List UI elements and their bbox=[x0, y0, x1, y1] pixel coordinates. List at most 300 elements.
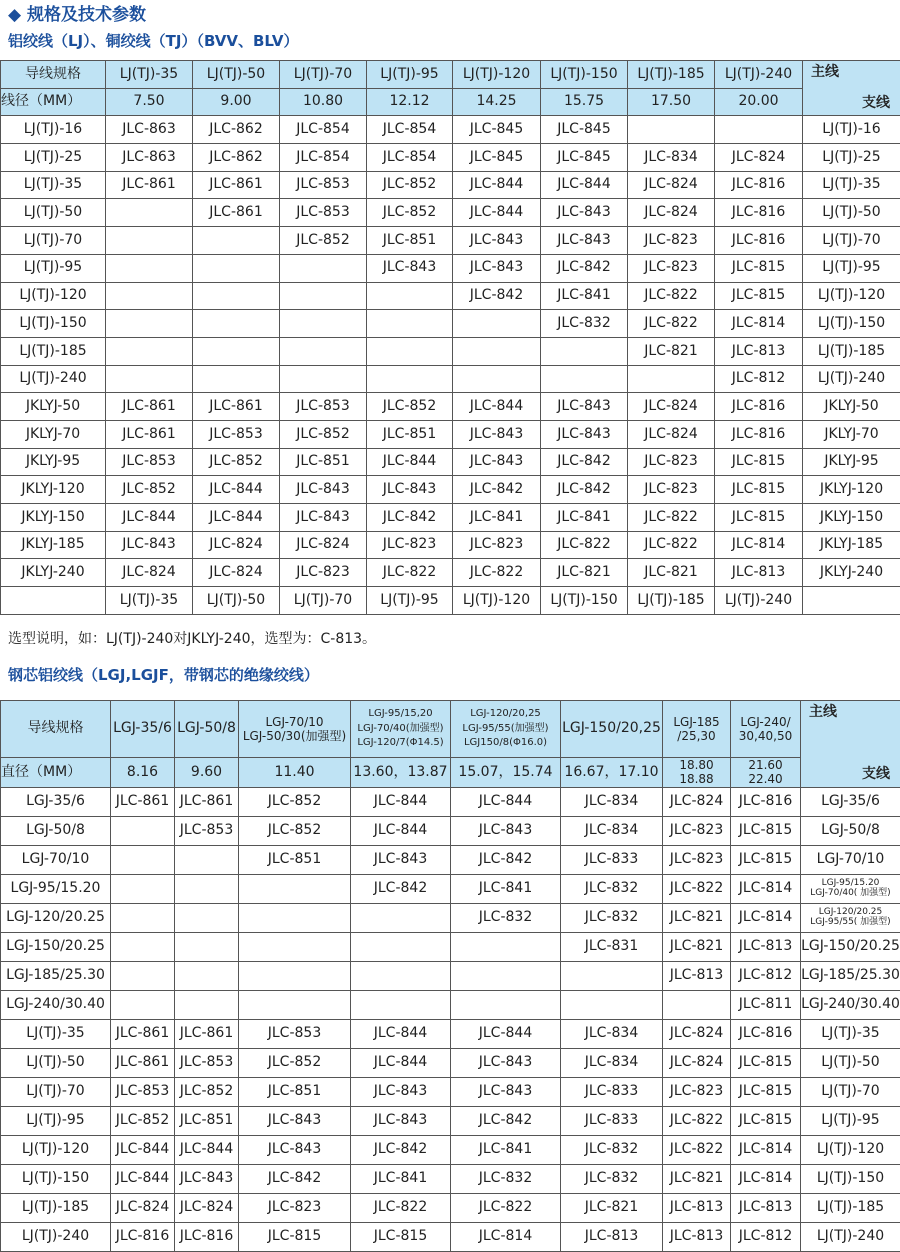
row-label: LJ(TJ)-120 bbox=[1, 282, 106, 310]
connector-model-cell: JLC-843 bbox=[175, 1164, 239, 1193]
connector-model-cell: JLC-843 bbox=[541, 420, 628, 448]
connector-model-cell: JLC-843 bbox=[453, 420, 541, 448]
connector-model-cell: JLC-833 bbox=[561, 845, 663, 874]
connector-model-cell: JLC-824 bbox=[663, 1019, 731, 1048]
row-label: LJ(TJ)-150 bbox=[1, 1164, 111, 1193]
connector-model-cell: JLC-852 bbox=[193, 448, 280, 476]
connector-model-cell: JLC-832 bbox=[561, 1164, 663, 1193]
connector-model-cell bbox=[175, 990, 239, 1019]
diameter-value: 8.16 bbox=[111, 758, 175, 788]
connector-model-cell: JLC-851 bbox=[239, 1077, 351, 1106]
connector-model-cell: JLC-852 bbox=[367, 199, 453, 227]
row-label: JKLYJ-240 bbox=[1, 559, 106, 587]
steel-core-aluminum-wire-table bbox=[0, 700, 900, 1252]
row-label: LJ(TJ)-70 bbox=[1, 1077, 111, 1106]
connector-model-cell: JLC-811 bbox=[731, 990, 801, 1019]
connector-model-cell: JLC-854 bbox=[367, 116, 453, 144]
connector-model-cell bbox=[175, 932, 239, 961]
connector-model-cell: JLC-816 bbox=[715, 420, 803, 448]
connector-model-cell bbox=[351, 932, 451, 961]
column-header: LJ(TJ)-240 bbox=[715, 61, 803, 89]
row-right-label bbox=[803, 587, 900, 615]
connector-model-cell: JLC-815 bbox=[351, 1222, 451, 1251]
connector-model-cell: JLC-844 bbox=[111, 1164, 175, 1193]
table-row bbox=[1, 990, 900, 1019]
row-right-label: LJ(TJ)-35 bbox=[801, 1019, 900, 1048]
connector-model-cell: JLC-851 bbox=[367, 420, 453, 448]
table-row bbox=[1, 116, 900, 144]
connector-model-cell: JLC-842 bbox=[541, 476, 628, 504]
connector-model-cell: JLC-814 bbox=[715, 531, 803, 559]
connector-model-cell: JLC-822 bbox=[628, 310, 715, 338]
connector-model-cell: JLC-832 bbox=[451, 903, 561, 932]
connector-model-cell: JLC-823 bbox=[239, 1193, 351, 1222]
row-right-label: LJ(TJ)-95 bbox=[803, 254, 900, 282]
column-header: LGJ-150/20,25 bbox=[561, 701, 663, 758]
connector-model-cell bbox=[541, 337, 628, 365]
connector-model-cell: JLC-821 bbox=[663, 932, 731, 961]
diameter-value: 16.67，17.10 bbox=[561, 758, 663, 788]
row-right-label: LJ(TJ)-150 bbox=[801, 1164, 900, 1193]
header-row bbox=[1, 61, 900, 89]
connector-model-cell: JLC-861 bbox=[111, 1048, 175, 1077]
connector-model-cell: JLC-821 bbox=[561, 1193, 663, 1222]
connector-model-cell: JLC-852 bbox=[367, 171, 453, 199]
connector-model-cell: JLC-844 bbox=[351, 816, 451, 845]
connector-model-cell: JLC-862 bbox=[193, 116, 280, 144]
row-label: JKLYJ-150 bbox=[1, 504, 106, 532]
connector-model-cell: JLC-824 bbox=[628, 420, 715, 448]
row-right-label: LGJ-95/15.20 LGJ-70/40( 加强型) bbox=[801, 874, 900, 903]
connector-model-cell: JLC-824 bbox=[628, 393, 715, 421]
connector-model-cell: LJ(TJ)-50 bbox=[193, 587, 280, 615]
table-row bbox=[1, 903, 900, 932]
connector-model-cell: JLC-844 bbox=[367, 448, 453, 476]
row-right-label: LJ(TJ)-150 bbox=[803, 310, 900, 338]
connector-model-cell: JLC-843 bbox=[280, 504, 367, 532]
connector-model-cell: JLC-843 bbox=[541, 393, 628, 421]
table-row bbox=[1, 282, 900, 310]
connector-model-cell: LJ(TJ)-150 bbox=[541, 587, 628, 615]
connector-model-cell bbox=[106, 282, 193, 310]
connector-model-cell: JLC-841 bbox=[453, 504, 541, 532]
diameter-row bbox=[1, 758, 900, 788]
table-row bbox=[1, 1019, 900, 1048]
connector-model-cell bbox=[451, 990, 561, 1019]
connector-model-cell: JLC-822 bbox=[663, 1135, 731, 1164]
row-label: LJ(TJ)-120 bbox=[1, 1135, 111, 1164]
diameter-value: 15.07，15.74 bbox=[451, 758, 561, 788]
table-row bbox=[1, 171, 900, 199]
connector-model-cell: JLC-815 bbox=[715, 504, 803, 532]
connector-model-cell: JLC-831 bbox=[561, 932, 663, 961]
connector-model-cell: JLC-823 bbox=[628, 448, 715, 476]
row-right-label: LJ(TJ)-16 bbox=[803, 116, 900, 144]
connector-model-cell: JLC-824 bbox=[111, 1193, 175, 1222]
table-row bbox=[1, 337, 900, 365]
connector-model-cell bbox=[111, 961, 175, 990]
connector-model-cell: JLC-852 bbox=[239, 816, 351, 845]
row-label: JKLYJ-185 bbox=[1, 531, 106, 559]
connector-model-cell: LJ(TJ)-185 bbox=[628, 587, 715, 615]
connector-model-cell: JLC-851 bbox=[280, 448, 367, 476]
connector-model-cell: JLC-815 bbox=[715, 448, 803, 476]
connector-model-cell: JLC-853 bbox=[280, 171, 367, 199]
row-right-label: LJ(TJ)-95 bbox=[801, 1106, 900, 1135]
connector-model-cell: JLC-844 bbox=[351, 1019, 451, 1048]
connector-model-cell: JLC-823 bbox=[628, 254, 715, 282]
connector-model-cell: JLC-861 bbox=[106, 420, 193, 448]
connector-model-cell: JLC-843 bbox=[351, 1077, 451, 1106]
connector-model-cell: JLC-861 bbox=[106, 393, 193, 421]
header-label-cell: 导线规格 bbox=[1, 701, 111, 758]
connector-model-cell: JLC-813 bbox=[663, 1222, 731, 1251]
main-branch-diagonal-cell bbox=[801, 701, 900, 788]
table-row bbox=[1, 393, 900, 421]
connector-model-cell: JLC-843 bbox=[239, 1135, 351, 1164]
connector-model-cell: JLC-833 bbox=[561, 1106, 663, 1135]
connector-model-cell: JLC-816 bbox=[175, 1222, 239, 1251]
connector-model-cell bbox=[280, 254, 367, 282]
diameter-value: 12.12 bbox=[367, 88, 453, 116]
table-row bbox=[1, 961, 900, 990]
connector-model-cell: JLC-843 bbox=[280, 476, 367, 504]
connector-model-cell bbox=[239, 874, 351, 903]
connector-model-cell: JLC-842 bbox=[451, 845, 561, 874]
row-right-label: LJ(TJ)-240 bbox=[801, 1222, 900, 1251]
row-label: JKLYJ-50 bbox=[1, 393, 106, 421]
row-right-label: LGJ-50/8 bbox=[801, 816, 900, 845]
connector-model-cell: JLC-842 bbox=[351, 1135, 451, 1164]
connector-model-cell: JLC-834 bbox=[561, 1048, 663, 1077]
row-label: LJ(TJ)-240 bbox=[1, 365, 106, 393]
row-right-label: LGJ-185/25.30 bbox=[801, 961, 900, 990]
row-right-label: JKLYJ-150 bbox=[803, 504, 900, 532]
connector-model-cell: LJ(TJ)-70 bbox=[280, 587, 367, 615]
connector-model-cell: JLC-815 bbox=[731, 1077, 801, 1106]
row-label: LGJ-70/10 bbox=[1, 845, 111, 874]
connector-model-cell: JLC-824 bbox=[715, 144, 803, 172]
connector-model-cell: JLC-814 bbox=[731, 1164, 801, 1193]
row-label: LJ(TJ)-95 bbox=[1, 254, 106, 282]
connector-model-cell: JLC-816 bbox=[731, 787, 801, 816]
connector-model-cell: JLC-842 bbox=[541, 254, 628, 282]
connector-model-cell: JLC-854 bbox=[280, 116, 367, 144]
connector-model-cell: JLC-813 bbox=[663, 961, 731, 990]
diameter-value: 7.50 bbox=[106, 88, 193, 116]
connector-model-cell bbox=[193, 254, 280, 282]
table-row bbox=[1, 448, 900, 476]
connector-model-cell bbox=[453, 337, 541, 365]
connector-model-cell: JLC-853 bbox=[193, 420, 280, 448]
connector-model-cell: JLC-823 bbox=[663, 1077, 731, 1106]
diameter-label-cell: 线径（MM） bbox=[1, 88, 106, 116]
connector-model-cell: JLC-844 bbox=[106, 504, 193, 532]
connector-model-cell: JLC-861 bbox=[193, 171, 280, 199]
main-line-label: 主线 bbox=[811, 64, 839, 80]
table-row bbox=[1, 559, 900, 587]
connector-model-cell bbox=[280, 337, 367, 365]
connector-model-cell: JLC-815 bbox=[731, 1048, 801, 1077]
connector-model-cell: JLC-815 bbox=[731, 845, 801, 874]
connector-model-cell: JLC-844 bbox=[453, 171, 541, 199]
row-right-label: LGJ-150/20.25 bbox=[801, 932, 900, 961]
connector-model-cell: JLC-821 bbox=[663, 903, 731, 932]
main-branch-diagonal-cell bbox=[803, 61, 900, 116]
connector-model-cell: JLC-853 bbox=[280, 393, 367, 421]
connector-model-cell: JLC-813 bbox=[561, 1222, 663, 1251]
connector-model-cell bbox=[367, 310, 453, 338]
connector-model-cell: JLC-852 bbox=[239, 787, 351, 816]
table-row bbox=[1, 874, 900, 903]
connector-model-cell bbox=[367, 282, 453, 310]
connector-model-cell: JLC-841 bbox=[541, 282, 628, 310]
row-label: LJ(TJ)-35 bbox=[1, 1019, 111, 1048]
column-header: LGJ-50/8 bbox=[175, 701, 239, 758]
row-label: LGJ-120/20.25 bbox=[1, 903, 111, 932]
connector-model-cell: JLC-854 bbox=[280, 144, 367, 172]
connector-model-cell bbox=[193, 365, 280, 393]
connector-model-cell: JLC-822 bbox=[451, 1193, 561, 1222]
connector-model-cell: JLC-813 bbox=[731, 1193, 801, 1222]
connector-model-cell: JLC-815 bbox=[239, 1222, 351, 1251]
diameter-value: 11.40 bbox=[239, 758, 351, 788]
connector-model-cell: JLC-843 bbox=[453, 254, 541, 282]
connector-model-cell: JLC-844 bbox=[453, 393, 541, 421]
connector-model-cell: JLC-832 bbox=[451, 1164, 561, 1193]
table-row bbox=[1, 420, 900, 448]
connector-model-cell bbox=[715, 116, 803, 144]
connector-model-cell: JLC-861 bbox=[106, 171, 193, 199]
page-heading: ◆ 规格及技术参数 bbox=[8, 5, 146, 25]
row-right-label: LJ(TJ)-185 bbox=[801, 1193, 900, 1222]
connector-model-cell: JLC-816 bbox=[715, 171, 803, 199]
connector-model-cell: JLC-842 bbox=[451, 1106, 561, 1135]
connector-model-cell: JLC-824 bbox=[175, 1193, 239, 1222]
diameter-value: 14.25 bbox=[453, 88, 541, 116]
connector-model-cell: JLC-844 bbox=[111, 1135, 175, 1164]
connector-model-cell: JLC-822 bbox=[628, 531, 715, 559]
connector-model-cell: JLC-824 bbox=[193, 559, 280, 587]
row-label: JKLYJ-120 bbox=[1, 476, 106, 504]
connector-model-cell: JLC-842 bbox=[367, 504, 453, 532]
connector-model-cell: JLC-844 bbox=[453, 199, 541, 227]
connector-model-cell: JLC-844 bbox=[451, 787, 561, 816]
connector-model-cell: JLC-843 bbox=[351, 1106, 451, 1135]
row-label: LJ(TJ)-70 bbox=[1, 227, 106, 255]
connector-model-cell: JLC-861 bbox=[111, 1019, 175, 1048]
connector-model-cell: JLC-843 bbox=[367, 476, 453, 504]
connector-model-cell: JLC-841 bbox=[451, 874, 561, 903]
table-row bbox=[1, 476, 900, 504]
connector-model-cell: JLC-841 bbox=[351, 1164, 451, 1193]
connector-model-cell: JLC-842 bbox=[541, 448, 628, 476]
table-row bbox=[1, 1077, 900, 1106]
row-label: LJ(TJ)-185 bbox=[1, 337, 106, 365]
connector-model-cell: JLC-832 bbox=[541, 310, 628, 338]
connector-model-cell: JLC-844 bbox=[351, 1048, 451, 1077]
diameter-value: 20.00 bbox=[715, 88, 803, 116]
column-header: LGJ-240/ 30,40,50 bbox=[731, 701, 801, 758]
connector-model-cell: LJ(TJ)-120 bbox=[453, 587, 541, 615]
row-right-label: LJ(TJ)-185 bbox=[803, 337, 900, 365]
connector-model-cell: JLC-824 bbox=[663, 787, 731, 816]
table-row bbox=[1, 199, 900, 227]
row-label: LGJ-35/6 bbox=[1, 787, 111, 816]
connector-model-cell: JLC-861 bbox=[111, 787, 175, 816]
connector-model-cell bbox=[106, 365, 193, 393]
connector-model-cell: LJ(TJ)-240 bbox=[715, 587, 803, 615]
connector-model-cell: JLC-852 bbox=[175, 1077, 239, 1106]
connector-model-cell bbox=[175, 961, 239, 990]
connector-model-cell bbox=[280, 365, 367, 393]
connector-model-cell: JLC-824 bbox=[628, 199, 715, 227]
row-right-label: LJ(TJ)-120 bbox=[801, 1135, 900, 1164]
connector-model-cell: JLC-863 bbox=[106, 144, 193, 172]
table-row bbox=[1, 531, 900, 559]
table-row bbox=[1, 845, 900, 874]
connector-model-cell: JLC-822 bbox=[351, 1193, 451, 1222]
connector-model-cell: JLC-851 bbox=[175, 1106, 239, 1135]
row-right-label: JKLYJ-240 bbox=[803, 559, 900, 587]
connector-model-cell: JLC-824 bbox=[280, 531, 367, 559]
connector-model-cell: JLC-822 bbox=[663, 874, 731, 903]
connector-model-cell: JLC-816 bbox=[715, 227, 803, 255]
connector-model-cell: JLC-845 bbox=[541, 144, 628, 172]
connector-model-cell: JLC-824 bbox=[628, 171, 715, 199]
diameter-value: 9.00 bbox=[193, 88, 280, 116]
connector-model-cell: JLC-815 bbox=[715, 254, 803, 282]
table-row bbox=[1, 504, 900, 532]
connector-model-cell bbox=[111, 903, 175, 932]
connector-model-cell bbox=[628, 116, 715, 144]
row-right-label: LGJ-70/10 bbox=[801, 845, 900, 874]
connector-model-cell: JLC-823 bbox=[663, 845, 731, 874]
diameter-row bbox=[1, 88, 900, 116]
row-right-label: JKLYJ-50 bbox=[803, 393, 900, 421]
connector-model-cell bbox=[453, 310, 541, 338]
column-header: LGJ-70/10 LGJ-50/30(加强型) bbox=[239, 701, 351, 758]
connector-model-cell bbox=[351, 961, 451, 990]
connector-model-cell: JLC-843 bbox=[367, 254, 453, 282]
diameter-value: 10.80 bbox=[280, 88, 367, 116]
connector-model-cell: JLC-842 bbox=[351, 874, 451, 903]
row-right-label: LGJ-240/30.40 bbox=[801, 990, 900, 1019]
diameter-label-cell: 直径（MM） bbox=[1, 758, 111, 788]
connector-model-cell: JLC-843 bbox=[106, 531, 193, 559]
connector-model-cell: JLC-822 bbox=[453, 559, 541, 587]
connector-model-cell: JLC-854 bbox=[367, 144, 453, 172]
connector-model-cell: JLC-815 bbox=[731, 816, 801, 845]
connector-model-cell bbox=[175, 903, 239, 932]
column-header: LJ(TJ)-50 bbox=[193, 61, 280, 89]
table-row bbox=[1, 787, 900, 816]
table-row bbox=[1, 1135, 900, 1164]
row-label: LJ(TJ)-240 bbox=[1, 1222, 111, 1251]
row-right-label: LJ(TJ)-240 bbox=[803, 365, 900, 393]
connector-model-cell bbox=[367, 337, 453, 365]
connector-model-cell bbox=[451, 932, 561, 961]
table-row bbox=[1, 816, 900, 845]
connector-model-cell: JLC-852 bbox=[106, 476, 193, 504]
connector-model-cell: JLC-853 bbox=[280, 199, 367, 227]
connector-model-cell: JLC-851 bbox=[239, 845, 351, 874]
connector-model-cell bbox=[111, 845, 175, 874]
connector-model-cell: JLC-814 bbox=[731, 1135, 801, 1164]
column-header: LGJ-185 /25,30 bbox=[663, 701, 731, 758]
row-right-label: JKLYJ-120 bbox=[803, 476, 900, 504]
row-label: LJ(TJ)-185 bbox=[1, 1193, 111, 1222]
diameter-value: 17.50 bbox=[628, 88, 715, 116]
connector-model-cell: JLC-843 bbox=[451, 1048, 561, 1077]
connector-model-cell bbox=[541, 365, 628, 393]
connector-model-cell bbox=[239, 903, 351, 932]
connector-model-cell: JLC-823 bbox=[663, 816, 731, 845]
diameter-value: 9.60 bbox=[175, 758, 239, 788]
column-header: LJ(TJ)-185 bbox=[628, 61, 715, 89]
connector-model-cell: JLC-843 bbox=[453, 448, 541, 476]
table-row bbox=[1, 144, 900, 172]
connector-model-cell: JLC-841 bbox=[541, 504, 628, 532]
connector-model-cell bbox=[106, 199, 193, 227]
connector-model-cell bbox=[106, 254, 193, 282]
table-row bbox=[1, 587, 900, 615]
row-label: LGJ-95/15.20 bbox=[1, 874, 111, 903]
connector-model-cell: JLC-814 bbox=[451, 1222, 561, 1251]
row-label: LJ(TJ)-150 bbox=[1, 310, 106, 338]
connector-model-cell: JLC-845 bbox=[541, 116, 628, 144]
connector-model-cell: JLC-842 bbox=[453, 476, 541, 504]
connector-model-cell bbox=[453, 365, 541, 393]
row-label: LGJ-240/30.40 bbox=[1, 990, 111, 1019]
connector-model-cell: JLC-861 bbox=[193, 393, 280, 421]
table-row bbox=[1, 1106, 900, 1135]
connector-model-cell bbox=[193, 337, 280, 365]
row-right-label: JKLYJ-185 bbox=[803, 531, 900, 559]
header-row bbox=[1, 701, 900, 758]
section2-title: 钢芯铝绞线（LGJ,LGJF，带钢芯的绝缘绞线） bbox=[8, 666, 319, 684]
connector-model-cell: JLC-842 bbox=[239, 1164, 351, 1193]
connector-model-cell bbox=[175, 845, 239, 874]
connector-model-cell: JLC-844 bbox=[451, 1019, 561, 1048]
connector-model-cell: JLC-832 bbox=[561, 903, 663, 932]
row-label: LJ(TJ)-50 bbox=[1, 199, 106, 227]
diameter-value: 15.75 bbox=[541, 88, 628, 116]
connector-model-cell: JLC-814 bbox=[715, 310, 803, 338]
connector-model-cell: JLC-843 bbox=[451, 816, 561, 845]
connector-model-cell: JLC-845 bbox=[453, 116, 541, 144]
connector-model-cell: JLC-813 bbox=[663, 1193, 731, 1222]
table-row bbox=[1, 254, 900, 282]
aluminum-copper-wire-table bbox=[0, 60, 900, 615]
connector-model-cell: JLC-821 bbox=[628, 559, 715, 587]
row-right-label: LJ(TJ)-25 bbox=[803, 144, 900, 172]
connector-model-cell: JLC-822 bbox=[541, 531, 628, 559]
row-label: LJ(TJ)-95 bbox=[1, 1106, 111, 1135]
connector-model-cell bbox=[111, 874, 175, 903]
column-header: LJ(TJ)-120 bbox=[453, 61, 541, 89]
connector-model-cell: JLC-852 bbox=[280, 420, 367, 448]
row-label: JKLYJ-95 bbox=[1, 448, 106, 476]
connector-model-cell bbox=[561, 990, 663, 1019]
connector-model-cell bbox=[628, 365, 715, 393]
connector-model-cell: JLC-843 bbox=[239, 1106, 351, 1135]
row-right-label: LJ(TJ)-70 bbox=[801, 1077, 900, 1106]
connector-model-cell: JLC-852 bbox=[239, 1048, 351, 1077]
table-row bbox=[1, 932, 900, 961]
section1-title: 铝绞线（LJ）、铜绞线（TJ）（BVV、BLV） bbox=[8, 32, 299, 50]
connector-model-cell bbox=[367, 365, 453, 393]
